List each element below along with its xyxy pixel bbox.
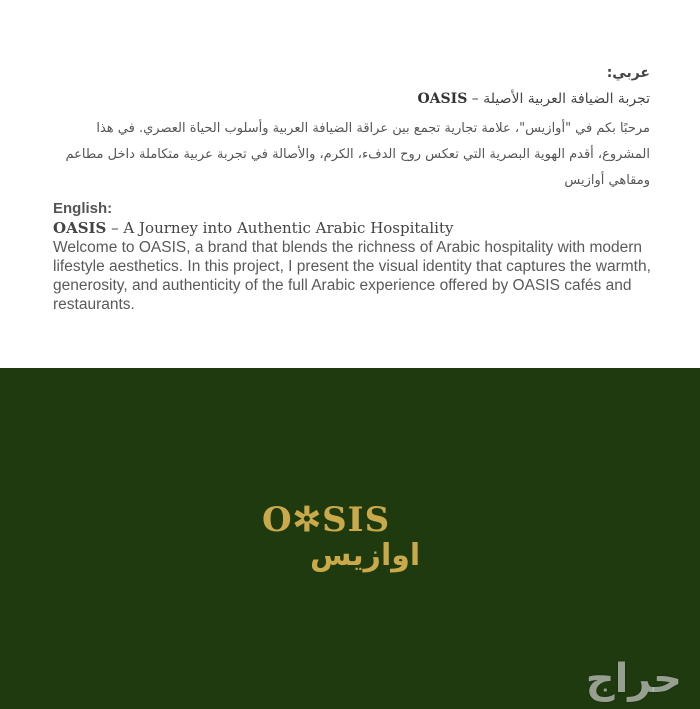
arabic-paragraph: مرحبًا بكم في "أوازيس"، علامة تجارية تجمع بين عراقة الضيافة العربية وأسلوب الحياة العصري. في هذا المشروع، أقدم الهوية البصرية التي تعكس روح الدفء، الكرم، والأصالة في تجربة عربية متكاملة داخل مطاعم ومقاهي أوازيس [65, 121, 650, 188]
english-heading: English: [53, 200, 113, 217]
english-title-brand: OASIS [53, 219, 107, 237]
english-description [53, 200, 663, 314]
arabic-title-brand: OASIS [417, 91, 468, 107]
english-paragraph: Welcome to OASIS, a brand that blends the richness of Arabic hospitality with modern lifestyle aesthetics. In this project, I present the visual identity that captures the warmth, generosity, and authenticity of the full Arabic experience offered by OASIS cafés and restaurants. [53, 239, 651, 313]
arabic-title [50, 88, 650, 110]
oasis-logo [262, 500, 442, 585]
english-title-text: – A Journey into Authentic Arabic Hospitality [106, 219, 454, 237]
arabic-heading: عربي: [606, 65, 650, 81]
logo-english-wordmark: O✲SIS [262, 500, 391, 540]
arabic-title-text: تجربة الضيافة العربية الأصيلة – [467, 91, 650, 107]
english-title [53, 218, 663, 238]
arabic-description [50, 62, 650, 194]
haraj-watermark: حراج [585, 656, 682, 702]
logo-arabic-wordmark: اوازيس [310, 538, 421, 573]
